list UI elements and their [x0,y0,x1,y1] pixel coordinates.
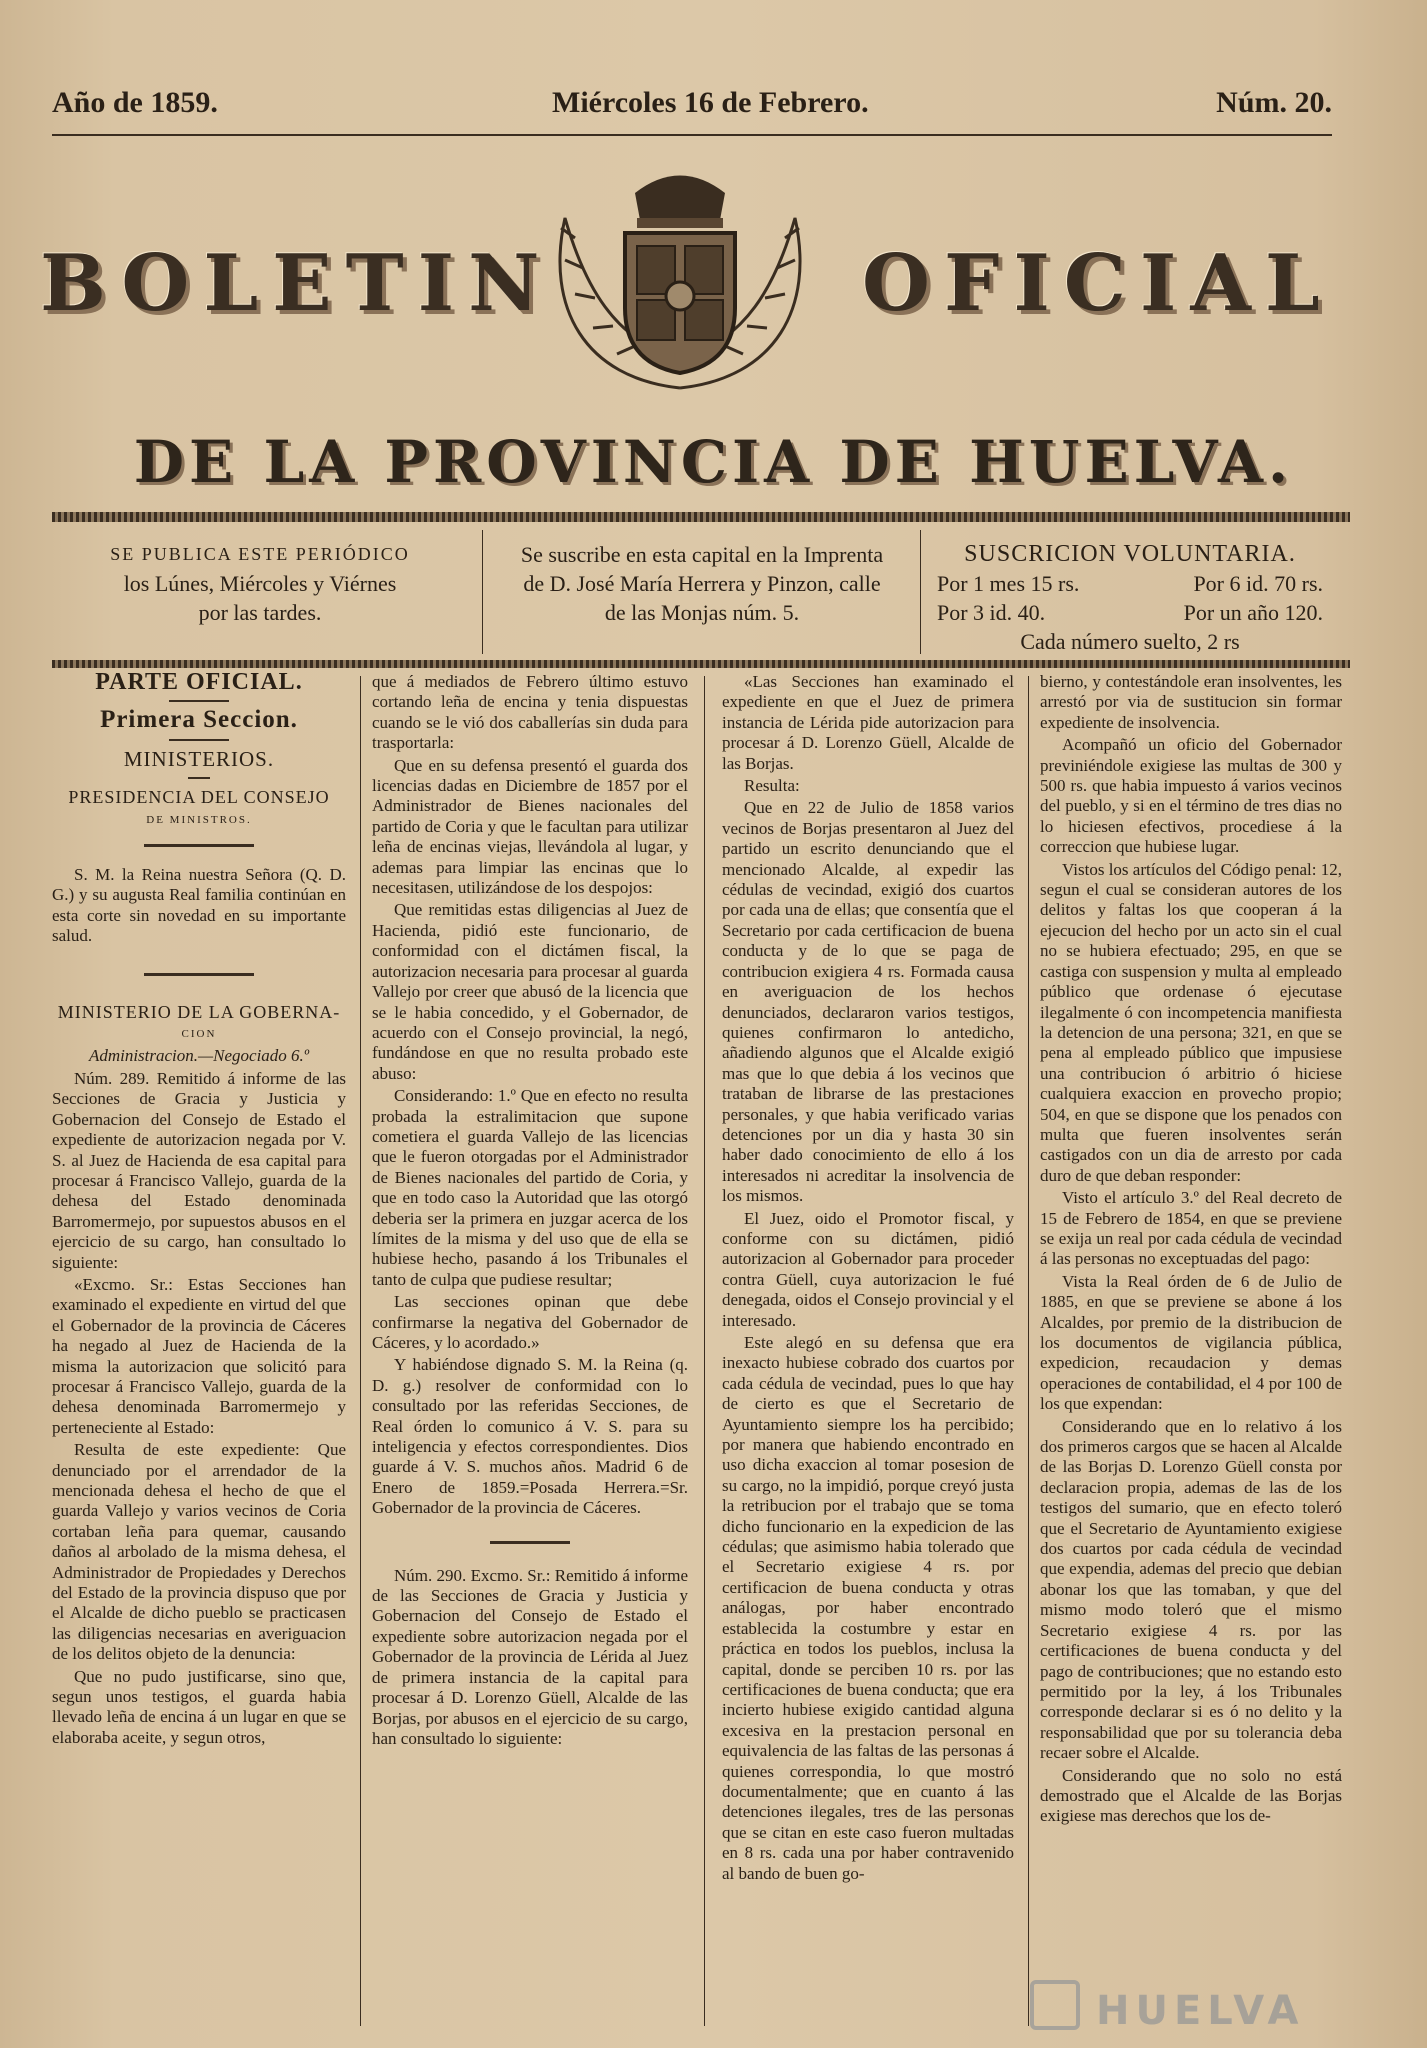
paragraph: S. M. la Reina nuestra Señora (Q. D. G.) y su augusta Real familia continúan en esta corte sin novedad en su importante salud. [52,865,346,946]
paragraph: Vista la Real órden de 6 de Julio de 1885, en que se previene se abone á los Alcaldes, por premio de la distribucion de los documentos de vigilancia pública, expedicion, recaudacion y demas operaciones de contabilidad, el 4 por 100 de los que expendan: [1040,1271,1342,1414]
schedule-line-3: por las tardes. [198,600,322,625]
subscription-prices [925,540,1335,656]
paragraph: Y habiéndose dignado S. M. la Reina (q. D. g.) resolver de conformidad con lo consultado por las referidas Secciones, de Real órden lo comunico á V. S. para su inteligencia y efectos correspondientes. Dios guarde á V. S. muchos años. Madrid 6 de Enero de 1859.=Posada Herrera.=Sr. Gobernador de la provincia de Cáceres. [372,1355,688,1518]
paragraph: Resulta de este expediente: Que denunciado por el arrendador de la mencionada dehesa el hecho de que el guarda Vallejo y varios vecinos de Coria cortaban leña para quemar, causando daños al arbolado de la misma dehesa, el Administrador de Propiedades y Derechos del Estado de la provincia dispuso que por el Alcalde de dicho pueblo se practicasen las diligencias necesarias en averiguacion de los delitos objeto de la denuncia: [52,1440,346,1664]
paragraph: Que en su defensa presentó el guarda dos licencias dadas en Diciembre de 1857 por el Administrador de Bienes nacionales del partido de Coria y que le facultan para utilizar leña de encinas viejas, llevándola al lugar, y ademas para limpiar las encinas que lo necesitasen, utilizándose de los despojos: [372,755,688,898]
masthead-right: OFICIAL [862,238,1334,329]
archive-watermark: HUELVA [1096,1988,1305,2034]
header-band-bottom [52,660,1350,668]
paragraph: Considerando que en lo relativo á los dos primeros cargos que se hacen al Alcalde de las Borjas D. Lorenzo Güell consta por declaracion propia, ademas de las de los testigos del sumario, que en efecto toleró que el Secretario de Ayuntamiento exigiese dos cuartos por cada cédula de vecindad que expendia, ademas del precio que debian abonar los que las tomaban, y que del mismo modo toleró que el mismo Secretario exigiese 4 rs. por las certificaciones de buena conducta y del pago de contribuciones; que no estando esto permitido por la ley, á los Tribunales corresponde declarar si es ó no delito y la responsabilidad que por su tolerancia deba recaer sobre el Alcalde. [1040,1416,1342,1763]
subscribe-line-2: de D. José María Herrera y Pinzon, calle [523,571,881,596]
publication-schedule [60,540,460,627]
subscribe-line-1: Se suscribe en esta capital en la Imprenta [520,542,884,567]
column-rule-2 [704,676,705,2026]
gobernacion-subheading: CION [181,1028,217,1041]
ornament [144,973,254,976]
header-band-top [52,512,1350,522]
issue-date: Miércoles 16 de Febrero. [552,86,869,119]
paragraph: Vistos los artículos del Código penal: 12, segun el cual se consideran autores de los delitos y faltas los que cooperan á la ejecucion del hecho por un acto sin el cual no se hubiera efectuado; 295, en que se castiga con suspension y multa al empleado público que ordenase ó ejecutase ilegalmente ó con incompetencia manifiesta la detencion de una persona; 321, en que se pena al empleado público que impusiese una contribucion ó arbitrio ó hiciese cualquiera exaccion en provecho propio; 504, en que se dispone que los penados con multa que fueren insolventes serán castigados con un dia de arresto por cada duro de que deban responder: [1040,859,1342,1185]
price-1-month: Por 1 mes 15 rs. [937,571,1080,596]
parte-oficial-heading: PARTE OFICIAL. [95,672,303,695]
paragraph: Que en 22 de Julio de 1858 varios vecinos de Borjas presentaron al Juez del partido un escrito denunciando que el mencionado Alcalde, al expedir las cédulas de vecindad, exigió dos cuartos por cada una de ellas; que consentía que el Secretario por cada certificacion de buena conducta y de lo que se paga de contribucion exigiera 4 rs. Formada causa en averiguacion de los hechos denunciados, declararon varios testigos, quienes confirmaron lo antedicho, añadiendo algunos que el Alcalde exigió mas que lo que debia á los vecinos que trataban de librarse de las prestaciones personales, y que habia verificado varias detenciones por un dia y hasta 30 sin haber dado conocimiento de ello á los interesados ni acreditar la insolvencia de los mismos. [722,798,1014,1206]
paragraph: Que no pudo justificarse, sino que, segun unos testigos, el guarda habia llevado leña de encina á un lugar en que se elaboraba aceite, y segun otros, [52,1666,346,1747]
price-1-year: Por un año 120. [1183,600,1323,625]
paragraph: «Las Secciones han examinado el expediente en que el Juez de primera instancia de Lérida pide autorizacion para procesar á D. Lorenzo Güell, Alcalde de las Borjas. [722,672,1014,773]
archive-logo-icon [1030,1980,1080,2030]
price-3-months: Por 3 id. 40. [937,600,1046,625]
ornament [169,739,229,741]
ornament [144,844,254,847]
top-rule [52,134,1332,136]
primera-seccion-heading: Primera Seccion. [100,706,298,734]
paragraph: Las secciones opinan que debe confirmarse la negativa del Gobernador de Cáceres, y lo acordado.» [372,1292,688,1352]
paragraph: Resulta: [744,776,800,796]
coat-of-arms-icon [525,158,835,408]
issue-year: Año de 1859. [52,86,218,119]
column-4 [1040,672,1342,2032]
section-divider [490,1541,570,1544]
price-6-months: Por 6 id. 70 rs. [1193,571,1323,596]
paragraph: Acompañó un oficio del Gobernador previniéndole exigiese las multas de 300 y 500 rs. que habia impuesto á varios vecinos del pueblo, y si en el término de tres dias no lo hiciesen efectivos, procediese á la correccion que hubiese lugar. [1040,735,1342,857]
ministerios-heading: MINISTERIOS. [123,746,275,771]
ornament [169,700,229,702]
column-3 [722,672,1014,2032]
paragraph: Núm. 289. Remitido á informe de las Secciones de Gracia y Justicia y Gobernacion del Consejo de Estado el expediente de autorizacion negada por V. S. al Juez de Hacienda de esa capital para procesar á Francisco Vallejo, guarda de la dehesa del Estado denominada Barromermejo, por supuestos abusos en el ejercicio de su cargo, han consultado lo siguiente: [52,1068,346,1272]
paragraph: Considerando que no solo no está demostrado que el Alcalde de las Borjas exigiese mas derechos que los de- [1040,1765,1342,1826]
column-rule-3 [1028,676,1029,2026]
issue-number: Núm. 20. [1216,86,1332,119]
paragraph: Este alegó en su defensa que era inexacto hubiese cobrado dos cuartos por cada cédula de vecindad, pues lo que hay de cierto es que el Secretario de Ayuntamiento siempre los ha percibido; por manera que habiendo encontrado en uso dicha exaccion al tomar posesion de su cargo, no la impidió, porque creyó justa la retribucion por el trabajo que se toma dicho funcionario en la expedicion de las cédulas; que asimismo habia tolerado que el Secretario exigiese 4 rs. por certificacion de buena conducta y otras análogas, por haber encontrado establecida la costumbre y estar en práctica en todos los pueblos, inclusa la capital, donde se perciben 10 rs. por las certificaciones de buena conducta; que era incierto hubiese exigido cantidad alguna excesiva en la prestacion personal en equivalencia de las faltas de las personas á quienes correspondia, lo que mostró documentalmente; que en cuanto á las detenciones ilegales, tres de las personas que se citan en este caso fueron multadas en 8 rs. cada una por haber contravenido al bando de buen go- [722,1333,1014,1883]
ornament [188,777,210,779]
column-rule-1 [360,676,361,2026]
presidencia-subheading: DE MINISTROS. [146,813,252,826]
paragraph: Visto el artículo 3.º del Real decreto de 15 de Febrero de 1854, en que se previene se exija un real por cada cédula de vecindad á las personas no exceptuadas del pago: [1040,1188,1342,1269]
schedule-line-2: los Lúnes, Miércoles y Viérnes [123,571,397,596]
paragraph: Núm. 290. Excmo. Sr.: Remitido á informe de las Secciones de Gracia y Justicia y Gobernacion del Consejo de Estado el expediente sobre autorizacion negada por el Gobernador de la provincia de Lérida al Juez de primera instancia de la capital para procesar á D. Lorenzo Güell, Alcalde de las Borjas, por abusos en el ejercicio de su cargo, han consultado lo siguiente: [372,1565,688,1748]
masthead-subtitle: DE LA PROVINCIA DE HUELVA. [133,428,1294,496]
presidencia-heading: PRESIDENCIA DEL CONSEJO [68,787,330,808]
masthead-left: BOLETIN [40,238,554,329]
column-2 [372,672,688,2032]
paragraph: bierno, y contestándole eran insolventes, les arrestó por via de sustitucion sin formar expediente de insolvencia. [1040,672,1342,732]
subscription-place [487,540,917,627]
paragraph: El Juez, oido el Promotor fiscal, y conforme con su dictámen, pidió autorizacion al Gobernador para proceder contra Güell, cuya autorizacion le fué denegada, oidos el Consejo provincial y el interesado. [722,1208,1014,1330]
issue-line [52,82,1332,140]
paragraph: Considerando: 1.º Que en efecto no resulta probada la estralimitacion que supone cometiera el guarda Vallejo de las licencias que le fueron otorgadas por el Administrador de Bienes nacionales del partido de Coria, y que en todo caso la Autoridad que las otorgó deberia ser la primera en juzgar acerca de los límites de la misma y del uso que de ella se hubiese hecho, pasando á los Tribunales el tanto de culpa que pudiese resultar; [372,1086,688,1289]
paragraph: «Excmo. Sr.: Estas Secciones han examinado el expediente en virtud del que el Gobernador de la provincia de Cáceres ha negado al Juez de Hacienda de la misma la autorizacion que solicitó para procesar á Francisco Vallejo, guarda de la dehesa denominada Barromermejo y perteneciente al Estado: [52,1274,346,1437]
subscribe-line-3: de las Monjas núm. 5. [604,600,800,625]
info-separator-1 [482,530,483,654]
gobernacion-heading: MINISTERIO DE LA GOBERNA- [57,1001,341,1022]
paragraph: que á mediados de Febrero último estuvo cortando leña de encina y tenia dispuestas cuando se le vió dos caballerías sin duda para trasportarla: [372,672,688,753]
schedule-line-1: SE PUBLICA ESTE PERIÓDICO [110,544,410,564]
price-single: Cada número suelto, 2 rs [1020,629,1240,654]
paragraph: Que remitidas estas diligencias al Juez de Hacienda, pidió este funcionario, de conformidad con el dictámen fiscal, la autorizacion necesaria para procesar al guarda Vallejo por creer que abusó de la licencia que se le habia concedido, y el Gobernador, de acuerdo con el Consejo provincial, la negó, fundándose en que no resulta probado este abuso: [372,900,688,1083]
column-1 [52,672,346,2032]
administracion-heading: Administracion.—Negociado 6.º [88,1046,310,1066]
prices-heading: SUSCRICION VOLUNTARIA. [964,541,1296,567]
info-separator-2 [920,530,921,654]
